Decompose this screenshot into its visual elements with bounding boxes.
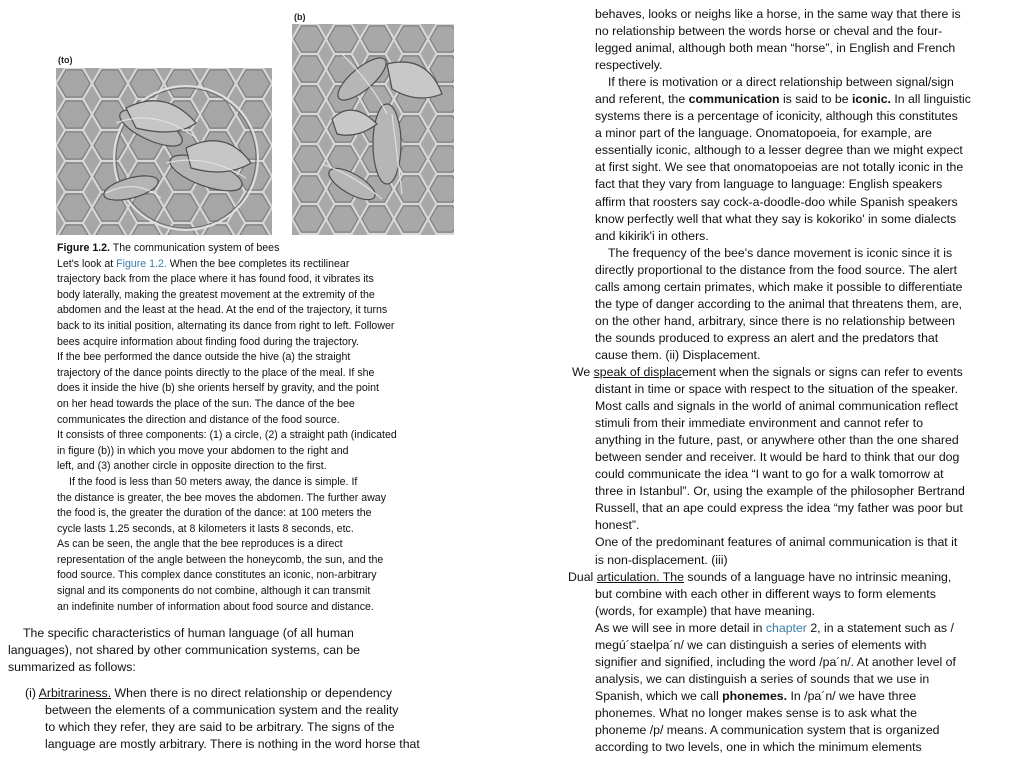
- bee-dance-image-outside: [56, 68, 272, 235]
- body-line: signifier and signified, including the word /pa´n/. At another level of: [595, 654, 956, 669]
- text-run: In all linguistic: [890, 92, 971, 107]
- caption-line: does it inside the hive (b) she orients herself by gravity, and the point: [57, 382, 379, 395]
- body-line: on the other hand, arbitrary, since there is no relationship between: [595, 313, 956, 328]
- body-line: to which they refer, they are said to be arbitrary. The signs of the: [45, 720, 395, 734]
- figure-caption-block: [57, 241, 457, 615]
- displacement-term: speak of displac: [593, 364, 682, 379]
- right-column-text: [560, 6, 1015, 756]
- dual-articulation-term: articulation. The: [596, 569, 684, 584]
- caption-line: an indefinite number of information about food source and distance.: [57, 600, 374, 613]
- body-line: Most calls and signals in the world of animal communication reflect: [595, 399, 958, 414]
- body-line: languages), not shared by other communication systems, can be: [8, 643, 361, 657]
- arbitrariness-term: Arbitrariness.: [38, 686, 112, 700]
- body-line: but combine with each other in different ways to form elements: [595, 586, 936, 601]
- body-line: between the elements of a communication system and the reality: [45, 703, 399, 717]
- body-line: systems there is a percentage of iconicity, although this constitutes: [595, 109, 958, 124]
- body-line: analysis, we can distinguish a series of sounds that we use in: [595, 671, 930, 686]
- body-line: and kikirik'i in others.: [595, 228, 709, 243]
- phonemes-line: [560, 688, 1015, 705]
- caption-line: the distance is greater, the bee moves the abdomen. The further away: [57, 491, 386, 504]
- chapter-link[interactable]: chapter: [765, 620, 807, 635]
- displacement-line: [560, 364, 1015, 381]
- iconic-term: iconic.: [852, 92, 891, 107]
- body-line: The specific characteristics of human language (of all human: [23, 626, 354, 640]
- body-line: directly proportional to the distance from the food source. The alert: [595, 262, 958, 277]
- caption-title: The communication system of bees: [109, 242, 280, 254]
- text-run: 2, in a statement such as /: [806, 620, 954, 635]
- caption-line: As can be seen, the angle that the bee reproduces is a direct: [57, 538, 343, 551]
- caption-line: If the bee performed the dance outside the hive (a) the straight: [57, 351, 351, 364]
- body-line: the type of danger according to the animal that threatens them, are,: [595, 296, 963, 311]
- caption-line: bees acquire information about finding food during the trajectory.: [57, 335, 359, 348]
- dual-articulation-line: [560, 569, 1015, 586]
- text-run: We: [572, 364, 594, 379]
- body-line: calls among certain primates, which make it possible to differentiate: [595, 279, 963, 294]
- text-run: ement when the signals or signs can refer to events: [681, 364, 963, 379]
- body-line: stimuli from their immediate environment and cannot refer to: [595, 416, 924, 431]
- body-line: a minor part of the language. Onomatopoeia, for example, are: [595, 126, 932, 141]
- text-run: (i): [25, 686, 39, 700]
- body-line: affirm that roosters say cock-a-doodle-doo while Spanish speakers: [595, 194, 958, 209]
- caption-line: back to its initial position, alternating its dance from right to left. Follower: [57, 319, 395, 332]
- caption-line: signal and its components do not combine, although it can transmit: [57, 585, 371, 598]
- body-line: at first sight. We see that onomatopoeias are not totally iconic in the: [595, 160, 964, 175]
- chapter-line: [560, 620, 1015, 637]
- caption-line: trajectory of the dance points directly to the place of the meal. If she: [57, 366, 375, 379]
- left-body-text: [8, 625, 463, 753]
- body-line: megú´staelpa´n/ we can distinguish a series of elements with: [595, 637, 927, 652]
- honeycomb-bees-illustration-b: [292, 24, 454, 235]
- body-line: the sounds produced to express an alert and the predators that: [595, 330, 939, 345]
- body-line: know perfectly well that what they say is kokoriko' in some dialects: [595, 211, 957, 226]
- caption-line: communicates the direction and distance of the food source.: [57, 413, 340, 426]
- text-run: When the bee completes its rectilinear: [166, 257, 350, 270]
- honeycomb-bees-illustration-a: [56, 68, 272, 235]
- text-run: As we will see in more detail in: [595, 620, 766, 635]
- caption-line: left, and (3) another circle in opposite direction to the first.: [57, 460, 327, 473]
- text-run: Dual: [568, 569, 597, 584]
- caption-line: the food is, the greater the duration of the dance: at 100 meters the: [57, 507, 372, 520]
- text-run: Spanish, which we call: [595, 688, 723, 703]
- text-run: is said to be: [779, 92, 852, 107]
- text-run: In /pa´n/ we have three: [787, 688, 917, 703]
- text-run: and referent, the: [595, 92, 689, 107]
- body-line: three in Istanbul”. Or, using the example of the philosopher Bertrand: [595, 484, 965, 499]
- body-line: fact that they vary from language to language: English speakers: [595, 177, 943, 192]
- body-line: If there is motivation or a direct relationship between signal/sign: [608, 75, 954, 90]
- body-line: behaves, looks or neighs like a horse, in the same way that there is: [595, 7, 961, 21]
- caption-line: representation of the angle between the honeycomb, the sun, and the: [57, 553, 384, 566]
- body-line: The frequency of the bee's dance movement is iconic since it is: [608, 245, 953, 260]
- caption-line: It consists of three components: (1) a circle, (2) a straight path (indicated: [57, 429, 397, 442]
- communication-term: communication: [688, 92, 780, 107]
- body-line: honest”.: [595, 518, 640, 533]
- arbitrariness-line: [8, 685, 463, 702]
- caption-line: abdomen and the least at the head. At the end of the trajectory, it turns: [57, 304, 388, 317]
- text-run: sounds of a language have no intrinsic meaning,: [684, 569, 952, 584]
- body-line: between sender and receiver. It would be hard to think that our dog: [595, 450, 960, 465]
- body-line: language are mostly arbitrary. There is nothing in the word horse that: [45, 737, 420, 751]
- body-line: anything in the future, past, or anywhere other than the one shared: [595, 433, 959, 448]
- caption-line: on her head towards the place of the sun. The dance of the bee: [57, 397, 355, 410]
- body-line: One of the predominant features of animal communication is that it: [595, 535, 958, 550]
- caption-line: cycle lasts 1.25 seconds, at 8 kilometers it lasts 8 seconds, etc.: [57, 522, 354, 535]
- caption-title-line: [57, 241, 457, 257]
- caption-line: in figure (b)) in which you move your abdomen to the right and: [57, 444, 349, 457]
- iconic-line: [560, 91, 1015, 108]
- body-line: phonemes. What no longer makes sense is to ask what the: [595, 705, 917, 720]
- figure-label-b: (b): [294, 12, 306, 22]
- body-line: (words, for example) that have meaning.: [595, 603, 816, 618]
- body-line: is non-displacement. (iii): [595, 552, 728, 567]
- body-line: essentially iconic, although to a lesser degree than we might expect: [595, 143, 963, 158]
- body-line: could communicate the idea “I want to go for a walk tomorrow at: [595, 467, 944, 482]
- body-line: no relationship between the words horse or cheval and the four-: [595, 24, 943, 39]
- bee-dance-image-inside: [292, 24, 454, 235]
- caption-line: If the food is less than 50 meters away, the dance is simple. If: [69, 475, 358, 488]
- body-line: phoneme /p/ means. A communication system that is organized: [595, 722, 940, 737]
- body-line: respectively.: [595, 58, 663, 73]
- body-line: according to two levels, one in which the minimum elements: [595, 740, 922, 755]
- text-run: Let's look at: [57, 257, 117, 270]
- body-line: distant in time or space with respect to the situation of the speaker.: [595, 382, 958, 397]
- phonemes-term: phonemes.: [722, 688, 788, 703]
- body-line: legged animal, although both mean “horse”, in English and French: [595, 41, 956, 56]
- caption-line: food source. This complex dance constitutes an iconic, non-arbitrary: [57, 569, 377, 582]
- body-line: cause them. (ii) Displacement.: [595, 347, 761, 362]
- figure-number: Figure 1.2.: [57, 242, 110, 254]
- caption-line: body laterally, making the greatest movement at the extremity of the: [57, 288, 375, 301]
- figure-label-a: (to): [58, 55, 73, 65]
- body-line: summarized as follows:: [8, 660, 136, 674]
- body-line: Russell, that an ape could express the idea “my father was poor but: [595, 501, 963, 516]
- figure-link[interactable]: Figure 1.2.: [116, 257, 167, 270]
- text-run: When there is no direct relationship or dependency: [111, 686, 393, 700]
- caption-line: trajectory back from the place where it has found food, it vibrates its: [57, 273, 374, 286]
- caption-line: [57, 257, 457, 273]
